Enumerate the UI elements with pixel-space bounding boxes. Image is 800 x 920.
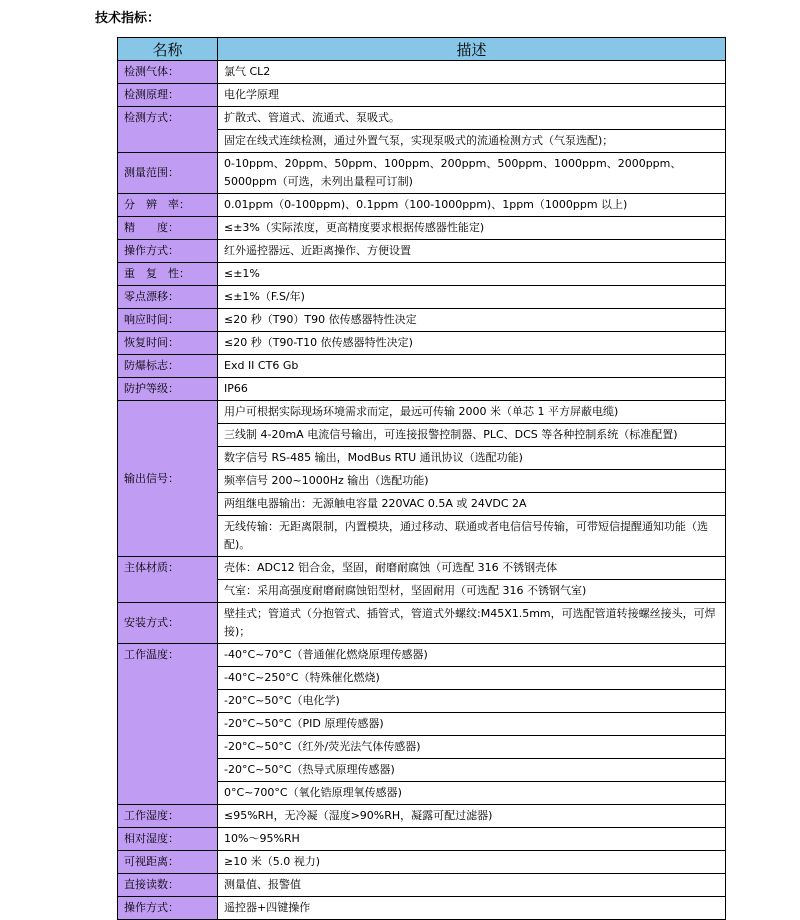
spec-name-cell: 主体材质：: [118, 557, 218, 603]
table-row: [118, 897, 726, 920]
spec-name-cell: 响应时间：: [118, 309, 218, 332]
table-row: [118, 378, 726, 401]
spec-name-cell: 操作方式：: [118, 240, 218, 263]
table-row: [118, 286, 726, 309]
spec-desc-cell: IP66: [218, 378, 726, 401]
spec-desc-cell: 三线制 4-20mA 电流信号输出，可连接报警控制器、PLC、DCS 等各种控制系统（标准配置): [218, 424, 726, 447]
spec-desc-cell: 壳体：ADC12 铝合金，坚固，耐磨耐腐蚀（可选配 316 不锈钢壳体: [218, 557, 726, 580]
table-row: [118, 332, 726, 355]
section-title: 技术指标：: [95, 11, 161, 26]
spec-name-cell: 检测气体：: [118, 61, 218, 84]
spec-desc-cell: 10%～95%RH: [218, 828, 726, 851]
spec-desc-cell: 0-10ppm、20ppm、50ppm、100ppm、200ppm、500ppm、1000ppm、2000ppm、5000ppm（可选，未列出量程可订制): [218, 153, 726, 194]
table-row: [118, 153, 726, 194]
spec-desc-cell: 扩散式、管道式、流通式、泵吸式。: [218, 107, 726, 130]
spec-desc-cell: ≤20 秒（T90-T10 依传感器特性决定): [218, 332, 726, 355]
table-row: [118, 851, 726, 874]
table-row: [118, 644, 726, 667]
table-row: [118, 61, 726, 84]
spec-desc-cell: ≤±3%（实际浓度，更高精度要求根据传感器性能定): [218, 217, 726, 240]
spec-name-cell: 工作湿度：: [118, 805, 218, 828]
spec-desc-cell: 测量值、报警值: [218, 874, 726, 897]
spec-name-cell: 零点漂移：: [118, 286, 218, 309]
header-name: 名称: [118, 38, 218, 61]
spec-name-cell: 恢复时间：: [118, 332, 218, 355]
table-row: [118, 557, 726, 580]
spec-desc-cell: ≤±1%: [218, 263, 726, 286]
table-row: [118, 603, 726, 644]
spec-desc-cell: -40°C~250°C（特殊催化燃烧): [218, 667, 726, 690]
table-row: [118, 84, 726, 107]
table-row: [118, 240, 726, 263]
spec-desc-cell: ≤95%RH，无冷凝（湿度>90%RH，凝露可配过滤器): [218, 805, 726, 828]
spec-desc-cell: 用户可根据实际现场环境需求而定，最远可传输 2000 米（单芯 1 平方屏蔽电缆): [218, 401, 726, 424]
spec-name-cell: 检测方式：: [118, 107, 218, 153]
spec-desc-cell: 0°C~700°C（氧化锆原理氧传感器): [218, 782, 726, 805]
table-row: [118, 263, 726, 286]
spec-desc-cell: 壁挂式；管道式（分抱管式、插管式，管道式外螺纹:M45X1.5mm，可选配管道转接螺丝接头，可焊接)；: [218, 603, 726, 644]
spec-desc-cell: 遥控器+四键操作: [218, 897, 726, 920]
table-row: [118, 194, 726, 217]
spec-table: [117, 37, 726, 920]
spec-desc-cell: ≤±1%（F.S/年): [218, 286, 726, 309]
spec-name-cell: 测量范围：: [118, 153, 218, 194]
spec-name-cell: 安装方式：: [118, 603, 218, 644]
spec-name-cell: 相对湿度：: [118, 828, 218, 851]
table-row: [118, 355, 726, 378]
spec-desc-cell: -20°C~50°C（PID 原理传感器): [218, 713, 726, 736]
spec-name-cell: 工作温度：: [118, 644, 218, 805]
table-header-row: [118, 38, 726, 61]
spec-desc-cell: 固定在线式连续检测，通过外置气泵，实现泵吸式的流通检测方式（气泵选配)；: [218, 130, 726, 153]
spec-desc-cell: 红外遥控器远、近距离操作、方便设置: [218, 240, 726, 263]
spec-name-cell: 重 复 性：: [118, 263, 218, 286]
spec-desc-cell: -20°C~50°C（红外/荧光法气体传感器): [218, 736, 726, 759]
spec-desc-cell: ≥10 米（5.0 视力): [218, 851, 726, 874]
spec-desc-cell: 气室：采用高强度耐磨耐腐蚀铝型材，坚固耐用（可选配 316 不锈钢气室): [218, 580, 726, 603]
spec-name-cell: 可视距离：: [118, 851, 218, 874]
spec-desc-cell: 频率信号 200~1000Hz 输出（选配功能): [218, 470, 726, 493]
spec-name-cell: 直接读数：: [118, 874, 218, 897]
spec-desc-cell: -20°C~50°C（热导式原理传感器): [218, 759, 726, 782]
table-row: [118, 401, 726, 424]
spec-name-cell: 防爆标志：: [118, 355, 218, 378]
table-row: [118, 217, 726, 240]
spec-desc-cell: 氯气 CL2: [218, 61, 726, 84]
spec-desc-cell: -20°C~50°C（电化学): [218, 690, 726, 713]
table-row: [118, 805, 726, 828]
spec-name-cell: 精 度：: [118, 217, 218, 240]
spec-desc-cell: Exd II CT6 Gb: [218, 355, 726, 378]
spec-name-cell: 操作方式：: [118, 897, 218, 920]
spec-desc-cell: 数字信号 RS-485 输出，ModBus RTU 通讯协议（选配功能): [218, 447, 726, 470]
spec-name-cell: 分 辨 率：: [118, 194, 218, 217]
spec-desc-cell: -40°C~70°C（普通催化燃烧原理传感器): [218, 644, 726, 667]
table-row: [118, 828, 726, 851]
spec-desc-cell: ≤20 秒（T90）T90 依传感器特性决定: [218, 309, 726, 332]
spec-name-cell: 检测原理：: [118, 84, 218, 107]
spec-desc-cell: 无线传输：无距离限制，内置模块，通过移动、联通或者电信信号传输，可带短信提醒通知功能（选配)。: [218, 516, 726, 557]
table-row: [118, 874, 726, 897]
spec-desc-cell: 0.01ppm（0-100ppm)、0.1ppm（100-1000ppm)、1ppm（1000ppm 以上): [218, 194, 726, 217]
spec-name-cell: 防护等级：: [118, 378, 218, 401]
header-desc: 描述: [218, 38, 726, 61]
table-row: [118, 309, 726, 332]
spec-desc-cell: 两组继电器输出：无源触电容量 220VAC 0.5A 或 24VDC 2A: [218, 493, 726, 516]
spec-desc-cell: 电化学原理: [218, 84, 726, 107]
table-row: [118, 107, 726, 130]
spec-name-cell: 输出信号：: [118, 401, 218, 557]
